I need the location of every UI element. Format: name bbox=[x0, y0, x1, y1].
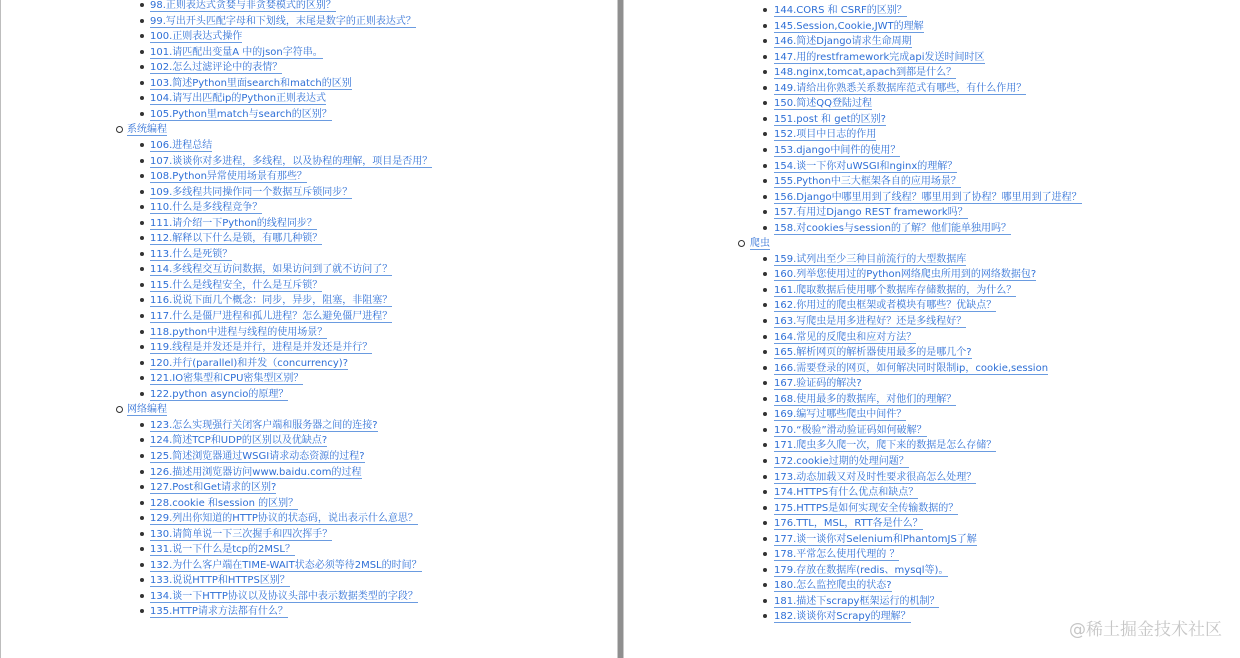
toc-item bbox=[150, 248, 232, 261]
toc-item bbox=[150, 108, 332, 121]
toc-item bbox=[774, 144, 900, 157]
toc-item-link[interactable]: 109.多线程共同操作同一个数据互斥锁同步？ bbox=[150, 186, 353, 198]
list-bullet-icon bbox=[763, 537, 767, 541]
toc-item bbox=[150, 217, 317, 230]
toc-item-link[interactable]: 158.对cookies与session的了解？他们能单独用吗？ bbox=[774, 222, 1011, 234]
toc-item bbox=[150, 155, 432, 168]
toc-item bbox=[150, 15, 416, 28]
list-bullet-icon bbox=[140, 3, 144, 7]
list-bullet-icon bbox=[763, 412, 767, 416]
list-bullet-icon bbox=[763, 303, 767, 307]
toc-item-link[interactable]: 144.CORS 和 CSRF的区别？ bbox=[774, 5, 907, 16]
toc-item bbox=[774, 20, 924, 33]
toc-item-link[interactable]: 115.什么是线程安全，什么是互斥锁？ bbox=[150, 279, 323, 291]
list-bullet-icon bbox=[140, 159, 144, 163]
watermark: @稀土掘金技术社区 bbox=[1069, 620, 1222, 640]
list-bullet-icon bbox=[140, 563, 144, 567]
toc-item bbox=[150, 170, 307, 183]
toc-item-link[interactable]: 167.验证码的解决? bbox=[774, 378, 862, 390]
toc-item bbox=[774, 128, 876, 141]
toc-item bbox=[150, 434, 327, 447]
toc-item bbox=[150, 46, 323, 59]
toc-item bbox=[150, 77, 352, 90]
list-bullet-icon bbox=[140, 50, 144, 54]
toc-item bbox=[150, 574, 290, 587]
toc-item bbox=[150, 466, 362, 479]
list-bullet-icon bbox=[763, 568, 767, 572]
list-bullet-icon bbox=[763, 335, 767, 339]
list-bullet-icon bbox=[140, 81, 144, 85]
toc-item-link[interactable]: 105.Python里match与search的区别？ bbox=[150, 108, 332, 120]
list-bullet-icon bbox=[763, 475, 767, 479]
toc-item bbox=[150, 139, 212, 152]
toc-item-link[interactable]: 163.写爬虫是用多进程好？还是多线程好？ bbox=[774, 316, 967, 327]
toc-item-link[interactable]: 122.python asyncio的原理？ bbox=[150, 388, 289, 400]
toc-item-link[interactable]: 130.请简单说一下三次握手和四次挥手？ bbox=[150, 528, 333, 540]
list-bullet-icon bbox=[763, 552, 767, 556]
toc-item-link[interactable]: 101.请匹配出变量A 中的json字符串。 bbox=[150, 46, 323, 58]
right-document-page bbox=[623, 0, 1240, 658]
toc-item bbox=[774, 315, 966, 328]
toc-item-link[interactable]: 111.请介绍一下Python的线程同步？ bbox=[150, 217, 317, 229]
list-bullet-icon bbox=[140, 143, 144, 147]
toc-item bbox=[774, 175, 961, 188]
toc-item-link[interactable]: 100.正则表达式操作 bbox=[150, 31, 243, 43]
list-bullet-icon bbox=[763, 583, 767, 587]
toc-item bbox=[774, 610, 911, 623]
toc-item bbox=[774, 393, 956, 406]
toc-item-link[interactable]: 103.简述Python里面search和match的区别 bbox=[150, 77, 352, 89]
toc-item bbox=[774, 595, 939, 608]
list-bullet-icon bbox=[763, 70, 767, 74]
toc-item bbox=[774, 284, 1016, 297]
toc-item bbox=[774, 35, 912, 48]
toc-item bbox=[774, 113, 886, 126]
toc-item-link[interactable]: 161.爬取数据后使用哪个数据库存储数据的，为什么？ bbox=[774, 284, 1017, 296]
list-bullet-icon bbox=[763, 614, 767, 618]
toc-item-link[interactable]: 108.Python异常使用场景有那些？ bbox=[150, 171, 307, 183]
list-bullet-icon bbox=[140, 283, 144, 287]
list-bullet-icon bbox=[140, 376, 144, 380]
toc-item-link[interactable]: 182.谈谈你对Scrapy的理解？ bbox=[774, 611, 911, 623]
toc-item bbox=[774, 206, 968, 219]
toc-item-link[interactable]: 166.需要登录的网页，如何解决同时限制ip，cookie,session bbox=[774, 362, 1049, 374]
list-bullet-icon bbox=[140, 361, 144, 365]
toc-item-link[interactable]: 132.为什么客户端在TIME-WAIT状态必须等待2MSL的时间？ bbox=[150, 559, 422, 571]
toc-item-link[interactable]: 113.什么是死锁？ bbox=[150, 248, 233, 260]
list-bullet-icon bbox=[140, 236, 144, 240]
toc-item-link[interactable]: 150.简述QQ登陆过程 bbox=[774, 98, 873, 110]
section-bullet-icon bbox=[116, 406, 123, 413]
toc-item-link[interactable]: 151.post 和 get的区别? bbox=[774, 113, 886, 125]
list-bullet-icon bbox=[140, 578, 144, 582]
toc-item-link[interactable]: 102.怎么过滤评论中的表情？ bbox=[150, 62, 283, 74]
list-bullet-icon bbox=[140, 345, 144, 349]
toc-item-link[interactable]: 121.IO密集型和CPU密集型区别？ bbox=[150, 373, 304, 385]
list-bullet-icon bbox=[140, 485, 144, 489]
toc-item bbox=[150, 481, 276, 494]
toc-item-link[interactable]: 146.简述Django请求生命周期 bbox=[774, 36, 912, 48]
list-bullet-icon bbox=[140, 330, 144, 334]
list-bullet-icon bbox=[763, 117, 767, 121]
list-bullet-icon bbox=[763, 257, 767, 261]
toc-item-link[interactable]: 179.存放在数据库(redis、mysql等)。 bbox=[774, 564, 949, 576]
list-bullet-icon bbox=[763, 164, 767, 168]
toc-item bbox=[774, 299, 996, 312]
list-bullet-icon bbox=[763, 101, 767, 105]
list-bullet-icon bbox=[140, 267, 144, 271]
toc-item bbox=[150, 30, 242, 43]
toc-item-link[interactable]: 159.试列出至少三种目前流行的大型数据库 bbox=[774, 253, 967, 265]
toc-item-link[interactable]: 118.python中进程与线程的使用场景？ bbox=[150, 326, 328, 338]
list-bullet-icon bbox=[140, 205, 144, 209]
toc-item-link[interactable]: 165.解析网页的解析器使用最多的是哪几个? bbox=[774, 347, 972, 359]
list-bullet-icon bbox=[763, 350, 767, 354]
section-bullet-icon bbox=[116, 126, 123, 133]
toc-item bbox=[150, 497, 298, 510]
list-bullet-icon bbox=[763, 288, 767, 292]
toc-item bbox=[150, 419, 378, 432]
toc-item bbox=[150, 92, 326, 105]
toc-item-link[interactable]: 154.谈一下你对uWSGI和nginx的理解？ bbox=[774, 160, 958, 172]
toc-item-link[interactable]: 125.简述浏览器通过WSGI请求动态资源的过程? bbox=[150, 450, 365, 462]
toc-item-link[interactable]: 152.项目中日志的作用 bbox=[774, 129, 877, 141]
toc-item bbox=[150, 543, 295, 556]
toc-item-link[interactable]: 176.TTL，MSL，RTT各是什么？ bbox=[774, 518, 923, 530]
toc-item-link[interactable]: 157.有用过Django REST framework吗？ bbox=[774, 207, 968, 219]
list-bullet-icon bbox=[763, 506, 767, 510]
toc-item bbox=[774, 517, 923, 530]
list-bullet-icon bbox=[763, 86, 767, 90]
list-bullet-icon bbox=[763, 381, 767, 385]
toc-item-link[interactable]: 116.说说下面几个概念：同步，异步，阻塞，非阻塞？ bbox=[150, 295, 393, 307]
toc-item bbox=[150, 357, 348, 370]
toc-item-link[interactable]: 149.请给出你熟悉关系数据库范式有哪些，有什么作用？ bbox=[774, 82, 1027, 94]
toc-item bbox=[774, 160, 957, 173]
toc-item bbox=[774, 362, 1048, 375]
list-bullet-icon bbox=[763, 428, 767, 432]
toc-item bbox=[150, 294, 392, 307]
list-bullet-icon bbox=[763, 490, 767, 494]
toc-item bbox=[150, 450, 365, 463]
toc-item bbox=[774, 455, 909, 468]
toc-item-link[interactable]: 175.HTTPS是如何实现安全传输数据的？ bbox=[774, 502, 959, 514]
toc-section bbox=[127, 123, 167, 136]
list-bullet-icon bbox=[763, 210, 767, 214]
toc-item-link[interactable]: 123.怎么实现强行关闭客户端和服务器之间的连接? bbox=[150, 419, 378, 431]
toc-item bbox=[774, 346, 972, 359]
toc-item bbox=[774, 502, 958, 515]
toc-item bbox=[774, 66, 956, 79]
list-bullet-icon bbox=[763, 148, 767, 152]
toc-item bbox=[774, 191, 1082, 204]
toc-item bbox=[150, 263, 392, 276]
list-bullet-icon bbox=[140, 34, 144, 38]
toc-item-link[interactable]: 169.编写过哪些爬虫中间件？ bbox=[774, 409, 907, 421]
toc-item-link[interactable]: 99.写出开头匹配字母和下划线，末尾是数字的正则表达式？ bbox=[150, 15, 416, 27]
toc-item bbox=[150, 605, 288, 618]
list-bullet-icon bbox=[763, 195, 767, 199]
toc-item bbox=[774, 253, 966, 266]
toc-section-link[interactable]: 爬虫 bbox=[750, 238, 770, 250]
toc-item-link[interactable]: 172.cookie过期的处理问题？ bbox=[774, 455, 909, 467]
toc-item bbox=[774, 564, 948, 577]
list-bullet-icon bbox=[140, 609, 144, 613]
list-bullet-icon bbox=[763, 443, 767, 447]
list-bullet-icon bbox=[140, 594, 144, 598]
toc-item-link[interactable]: 126.描述用浏览器访问www.baidu.com的过程 bbox=[150, 466, 362, 478]
toc-item-link[interactable]: 119.线程是并发还是并行，进程是并发还是并行？ bbox=[150, 342, 373, 354]
toc-item-link[interactable]: 134.谈一下HTTP协议以及协议头部中表示数据类型的字段？ bbox=[150, 590, 418, 602]
toc-item bbox=[774, 579, 892, 592]
toc-item bbox=[150, 512, 418, 525]
list-bullet-icon bbox=[140, 65, 144, 69]
list-bullet-icon bbox=[763, 521, 767, 525]
toc-item-link[interactable]: 106.进程总结 bbox=[150, 139, 213, 151]
toc-item-link[interactable]: 177.谈一谈你对Selenium和PhantomJS了解 bbox=[774, 533, 977, 545]
toc-item bbox=[150, 559, 422, 572]
list-bullet-icon bbox=[763, 366, 767, 370]
toc-item-link[interactable]: 112.解释以下什么是锁，有哪几种锁？ bbox=[150, 233, 323, 245]
page-edge bbox=[0, 0, 1, 658]
list-bullet-icon bbox=[140, 470, 144, 474]
list-bullet-icon bbox=[763, 8, 767, 12]
list-bullet-icon bbox=[140, 221, 144, 225]
toc-item-link[interactable]: 110.什么是多线程竞争？ bbox=[150, 202, 263, 214]
toc-item bbox=[150, 528, 332, 541]
toc-item-link[interactable]: 168.使用最多的数据库，对他们的理解？ bbox=[774, 393, 957, 405]
toc-item-link[interactable]: 129.列出你知道的HTTP协议的状态码，说出表示什么意思？ bbox=[150, 513, 418, 525]
left-document-page bbox=[0, 0, 618, 658]
toc-item-link[interactable]: 180.怎么监控爬虫的状态? bbox=[774, 580, 892, 592]
toc-item-link[interactable]: 181.描述下scrapy框架运行的机制？ bbox=[774, 595, 940, 607]
toc-item-link[interactable]: 155.Python中三大框架各自的应用场景？ bbox=[774, 176, 961, 188]
toc-item-link[interactable]: 147.用的restframework完成api发送时间时区 bbox=[774, 51, 985, 63]
list-bullet-icon bbox=[140, 392, 144, 396]
toc-item bbox=[150, 61, 282, 74]
toc-item-link[interactable]: 128.cookie 和session 的区别？ bbox=[150, 497, 299, 509]
toc-item bbox=[774, 331, 916, 344]
list-bullet-icon bbox=[763, 459, 767, 463]
toc-item bbox=[774, 533, 977, 546]
toc-item-link[interactable]: 173.动态加载又对及时性要求很高怎么处理？ bbox=[774, 471, 977, 483]
toc-item-link[interactable]: 156.Django中哪里用到了线程？哪里用到了协程？哪里用到了进程？ bbox=[774, 191, 1082, 203]
list-bullet-icon bbox=[763, 179, 767, 183]
toc-item bbox=[774, 51, 985, 64]
toc-item bbox=[774, 439, 996, 452]
toc-item bbox=[150, 388, 288, 401]
toc-item-link[interactable]: 114.多线程交互访问数据，如果访问到了就不访问了？ bbox=[150, 264, 393, 276]
toc-item-link[interactable]: 131.说一下什么是tcp的2MSL？ bbox=[150, 544, 295, 556]
section-bullet-icon bbox=[738, 240, 745, 247]
toc-item-link[interactable]: 164.常见的反爬虫和应对方法？ bbox=[774, 331, 917, 343]
toc-item bbox=[150, 590, 418, 603]
toc-item bbox=[774, 548, 899, 561]
toc-item bbox=[774, 408, 906, 421]
toc-item-link[interactable]: 160.列举您使用过的Python网络爬虫所用到的网络数据包? bbox=[774, 269, 1037, 281]
toc-item-link[interactable]: 135.HTTP请求方法都有什么？ bbox=[150, 606, 288, 618]
toc-section bbox=[750, 237, 770, 250]
list-bullet-icon bbox=[763, 272, 767, 276]
toc-item bbox=[774, 82, 1026, 95]
list-bullet-icon bbox=[763, 132, 767, 136]
toc-item-link[interactable]: 124.简述TCP和UDP的区别以及优缺点? bbox=[150, 435, 328, 447]
list-bullet-icon bbox=[763, 55, 767, 59]
toc-item bbox=[774, 486, 918, 499]
list-bullet-icon bbox=[140, 501, 144, 505]
list-bullet-icon bbox=[140, 454, 144, 458]
toc-item-link[interactable]: 170.“极验”滑动验证码如何破解？ bbox=[774, 424, 927, 436]
list-bullet-icon bbox=[763, 24, 767, 28]
list-bullet-icon bbox=[140, 174, 144, 178]
toc-item bbox=[150, 232, 322, 245]
list-bullet-icon bbox=[763, 39, 767, 43]
toc-item bbox=[774, 471, 976, 484]
list-bullet-icon bbox=[140, 96, 144, 100]
toc-item-link[interactable]: 153.django中间件的使用？ bbox=[774, 144, 901, 156]
list-bullet-icon bbox=[763, 226, 767, 230]
toc-item-link[interactable]: 174.HTTPS有什么优点和缺点？ bbox=[774, 487, 919, 499]
list-bullet-icon bbox=[140, 423, 144, 427]
list-bullet-icon bbox=[140, 298, 144, 302]
list-bullet-icon bbox=[140, 19, 144, 23]
list-bullet-icon bbox=[140, 190, 144, 194]
toc-item-link[interactable]: 133.说说HTTP和HTTPS区别？ bbox=[150, 575, 290, 587]
toc-item bbox=[774, 268, 1036, 281]
toc-item bbox=[150, 372, 303, 385]
list-bullet-icon bbox=[140, 516, 144, 520]
toc-item bbox=[774, 97, 872, 110]
toc-section bbox=[127, 403, 167, 416]
toc-item bbox=[150, 341, 372, 354]
toc-item bbox=[774, 4, 907, 17]
list-bullet-icon bbox=[140, 438, 144, 442]
toc-item bbox=[150, 0, 336, 12]
list-bullet-icon bbox=[763, 397, 767, 401]
toc-item-link[interactable]: 107.谈谈你对多进程，多线程，以及协程的理解，项目是否用？ bbox=[150, 155, 433, 167]
toc-item bbox=[150, 310, 392, 323]
toc-item-link[interactable]: 171.爬虫多久爬一次，爬下来的数据是怎么存储？ bbox=[774, 440, 997, 452]
toc-item-link[interactable]: 145.Session,Cookie,JWT的理解 bbox=[774, 20, 924, 32]
toc-item bbox=[150, 326, 327, 339]
toc-section-link[interactable]: 网络编程 bbox=[127, 404, 167, 416]
toc-item bbox=[150, 279, 322, 292]
list-bullet-icon bbox=[763, 319, 767, 323]
toc-item bbox=[150, 186, 352, 199]
toc-item bbox=[150, 201, 262, 214]
toc-item-link[interactable]: 117.什么是僵尸进程和孤儿进程？怎么避免僵尸进程？ bbox=[150, 311, 393, 322]
list-bullet-icon bbox=[140, 532, 144, 536]
list-bullet-icon bbox=[140, 547, 144, 551]
list-bullet-icon bbox=[140, 252, 144, 256]
list-bullet-icon bbox=[140, 112, 144, 116]
toc-item-link[interactable]: 98.正则表达式贪婪与非贪婪模式的区别？ bbox=[150, 0, 336, 11]
toc-item-link[interactable]: 148.nginx,tomcat,apach到都是什么？ bbox=[774, 67, 957, 79]
toc-section-link[interactable]: 系统编程 bbox=[127, 124, 167, 136]
toc-item bbox=[774, 424, 927, 437]
toc-item-link[interactable]: 127.Post和Get请求的区别? bbox=[150, 482, 277, 494]
toc-item bbox=[774, 222, 1011, 235]
list-bullet-icon bbox=[140, 314, 144, 318]
toc-item bbox=[774, 377, 862, 390]
list-bullet-icon bbox=[763, 599, 767, 603]
toc-item-link[interactable]: 104.请写出匹配ip的Python正则表达式 bbox=[150, 93, 327, 105]
toc-item-link[interactable]: 178.平常怎么使用代理的 ？ bbox=[774, 549, 900, 561]
toc-item-link[interactable]: 120.并行(parallel)和并发（concurrency)? bbox=[150, 357, 349, 369]
toc-item-link[interactable]: 162.你用过的爬虫框架或者模块有哪些？优缺点？ bbox=[774, 300, 997, 312]
